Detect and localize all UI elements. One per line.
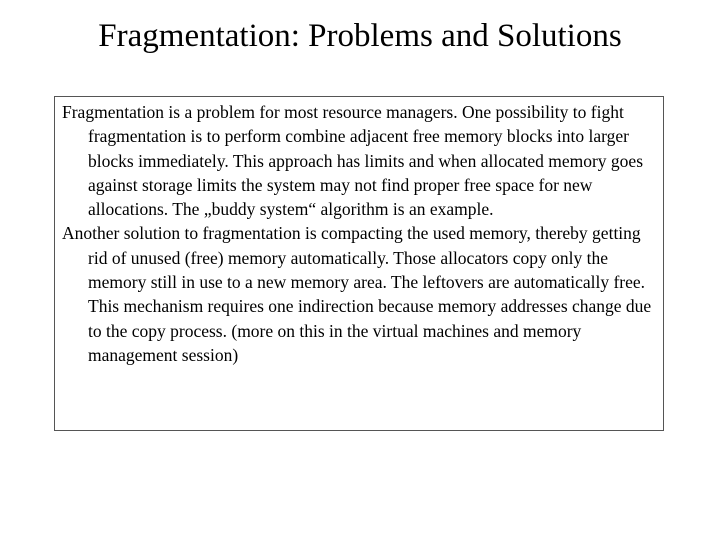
paragraph-compacting: Another solution to fragmentation is compacting the used memory, thereby getting rid of unused (free) memory automatically. Those allocators copy only the memory still in use to a new memory area. The leftovers are automatically free. This mechanism requires one indirection because memory addresses change due to the copy process. (more on this in the virtual machines and memory management session) (62, 223, 652, 365)
paragraph-buddy-system: Fragmentation is a problem for most resource managers. One possibility to fight fragmentation is to perform combine adjacent free memory blocks into larger blocks immediately. This approach has limits and when allocated memory goes against storage limits the system may not find proper free space for new allocations. The „buddy system“ algorithm is an example. (62, 102, 644, 220)
slide-title: Fragmentation: Problems and Solutions (98, 18, 622, 54)
content-text-box (54, 96, 664, 431)
